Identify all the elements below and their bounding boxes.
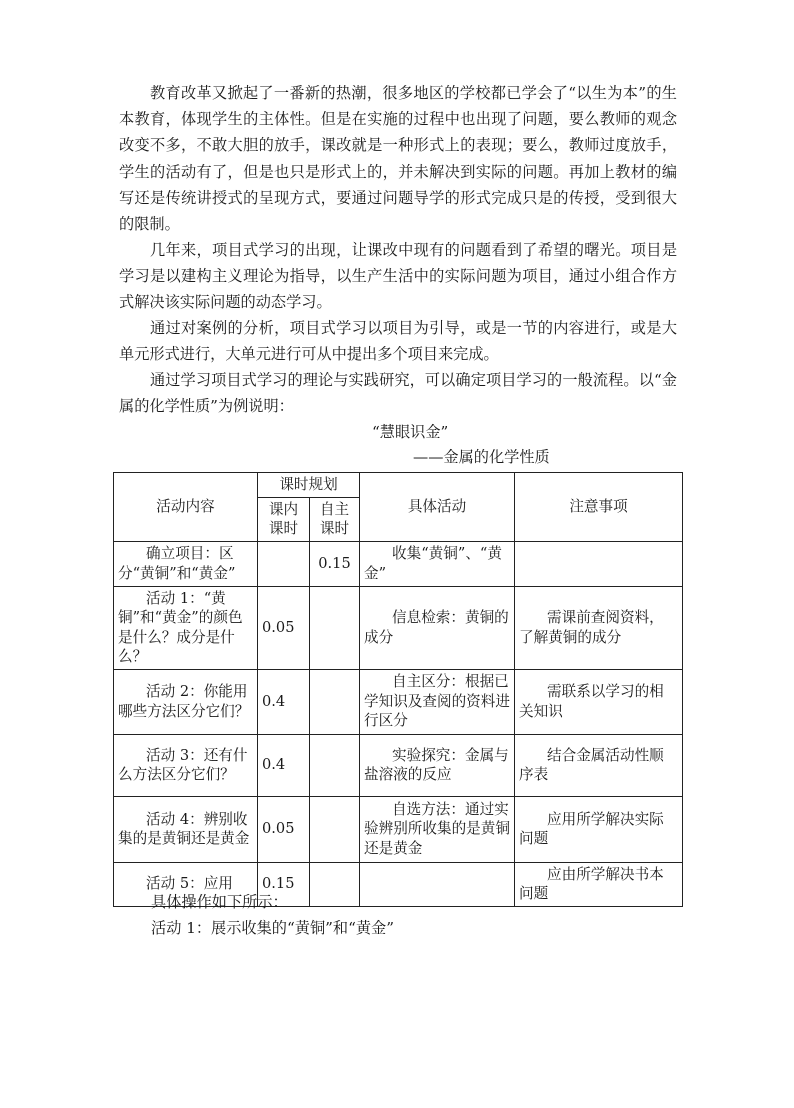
cell-self-study [310,796,360,862]
header-notes: 注意事项 [515,473,683,542]
paragraph-3: 通过对案例的分析，项目式学习以项目为引导，或是一节的内容进行，或是大单元形式进行，大单元进行可从中提出多个项目来完成。 [119,319,677,364]
cell-notes: 结合金属活动性顺序表 [515,734,683,796]
cell-in-class: 0.15 [258,862,310,906]
operation-intro: 具体操作如下所示： [151,893,288,911]
table-row [114,796,683,862]
cell-concrete: 实验探究：金属与盐溶液的反应 [360,734,515,796]
table-row [114,541,683,586]
cell-self-study [310,734,360,796]
table-header-row [114,473,683,498]
cell-notes: 需联系以学习的相关知识 [515,669,683,734]
paragraph-2: 几年来，项目式学习的出现，让课改中现有的问题看到了希望的曙光。项目是学习是以建构主义理论为指导，以生产生活中的实际问题为项目，通过小组合作方式解决该实际问题的动态学习。 [119,241,677,312]
table-row [114,734,683,796]
paragraph-1: 教育改革又掀起了一番新的热潮，很多地区的学校都已学会了“以生为本”的生本教育，体现学生的主体性。但是在实施的过程中也出现了问题，要么教师的观念改变不多，不敢大胆的放手，课改就是一种形式上的表现；要么，教师过度放手，学生的活动有了，但是也只是形式上的，并未解决到实际的问题。再加上教材的编写还是传统讲授式的呈现方式，要通过问题导学的形式完成只是的传授，受到很大的限制。 [119,84,677,234]
cell-activity: 活动 1：“黄铜”和“黄金”的颜色是什么？成分是什么？ [114,586,258,669]
cell-self-study [310,586,360,669]
cell-concrete: 信息检索：黄铜的成分 [360,586,515,669]
cell-in-class: 0.4 [258,669,310,734]
cell-self-study [310,862,360,906]
project-subtitle: ——金属的化学性质 [413,448,550,466]
cell-notes: 需课前查阅资料，了解黄铜的成分 [515,586,683,669]
table-row [114,586,683,669]
cell-activity: 活动 4：辨别收集的是黄铜还是黄金 [114,796,258,862]
paragraph-4: 通过学习项目式学习的理论与实践研究，可以确定项目学习的一般流程。以“金属的化学性质”为例说明： [119,371,677,416]
cell-notes [515,541,683,586]
cell-self-study: 0.15 [310,541,360,586]
header-concrete-activity: 具体活动 [360,473,515,542]
cell-concrete: 自主区分：根据已学知识及查阅的资料进行区分 [360,669,515,734]
header-self-study: 自主课时 [310,497,360,541]
project-plan-table [113,472,683,907]
header-in-class: 课内课时 [258,497,310,541]
cell-self-study [310,669,360,734]
project-title: “慧眼识金” [372,423,449,441]
cell-in-class: 0.4 [258,734,310,796]
cell-in-class: 0.05 [258,796,310,862]
cell-activity: 活动 2：你能用哪些方法区分它们？ [114,669,258,734]
header-period-plan: 课时规划 [258,473,360,498]
cell-activity: 活动 5：应用 [114,862,258,906]
cell-notes: 应用所学解决实际问题 [515,796,683,862]
header-activity: 活动内容 [114,473,258,542]
activity-1-heading: 活动 1：展示收集的“黄铜”和“黄金” [151,919,394,937]
cell-concrete: 自选方法：通过实验辨别所收集的是黄铜还是黄金 [360,796,515,862]
cell-concrete: 收集“黄铜”、“黄金” [360,541,515,586]
cell-concrete [360,862,515,906]
cell-activity: 确立项目：区分“黄铜”和“黄金” [114,541,258,586]
cell-in-class [258,541,310,586]
cell-activity: 活动 3：还有什么方法区分它们？ [114,734,258,796]
table-row [114,669,683,734]
cell-notes: 应由所学解决书本问题 [515,862,683,906]
cell-in-class: 0.05 [258,586,310,669]
